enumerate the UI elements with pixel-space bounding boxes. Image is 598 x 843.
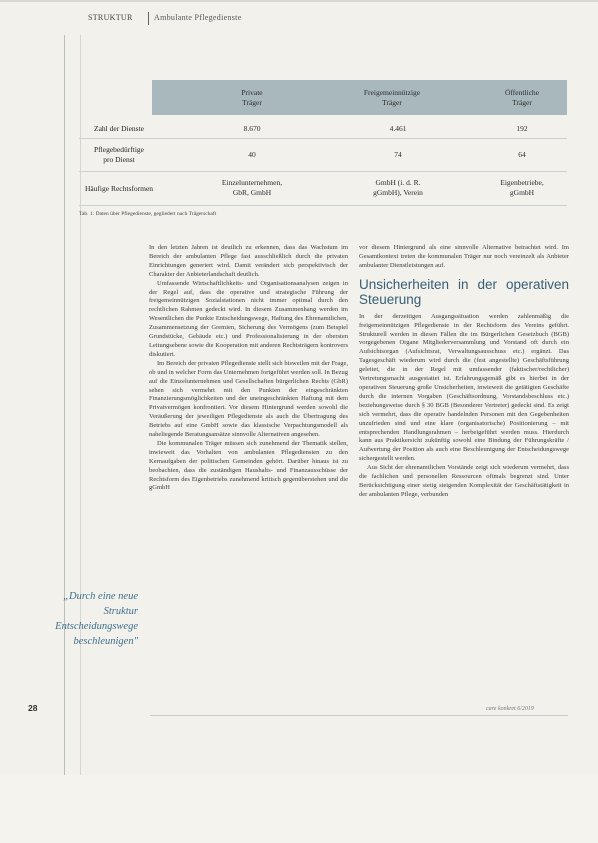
table-header-band xyxy=(152,80,567,115)
left-text-column xyxy=(149,244,348,493)
paragraph: vor diesem Hintergrund als eine sinnvolle Alternative betrachtet wird. Im Gesamtkontext treten die kommunalen Träger nur noch vereinzelt als Anbieter ambulanter Dienstleistungen auf. xyxy=(359,244,569,269)
paragraph: Umfassende Wirtschaftlichkeits- und Organisationsanalysen zeigen in der Regel auf, dass die operative und strategische Führung der freigemeinnützigen Sozialstationen nicht immer optimal durch den rechtlichen Rahmen gedeckt wird. In diesem Zusammenhang werden im Wesentlichen die Punkte Entscheidungswege, Haftung des Ehrenamtlichen, Zusammensetzung der Gremien, Sicherung des Vermögens (zum Beispiel Grundstücke, Gebäude etc.) und Professionalisierung in der obersten Leitungsebene sowie die Kooperation mit anderen Rechtsträgern kontrovers diskutiert. xyxy=(149,279,348,358)
magazine-issue: care konkret 6/2019 xyxy=(486,706,534,712)
paragraph: In den letzten Jahren ist deutlich zu erkennen, dass das Wachstum im Bereich der ambulanten Pflege fast ausschließlich durch die privaten Einrichtungen generiert wird. Damit verändert sich perspektivisch der Charakter der Anbieterlandschaft deutlich. xyxy=(149,244,348,278)
table-row xyxy=(79,139,567,172)
top-border xyxy=(0,0,598,2)
section-heading: Unsicherheiten in der operativen Steuerung xyxy=(359,276,569,307)
page-number: 28 xyxy=(28,703,38,713)
header-divider xyxy=(148,12,149,25)
right-text-column xyxy=(359,244,569,500)
table-cell: GmbH (i. d. R. gGmbH), Verein xyxy=(373,178,423,197)
section-subtitle: Ambulante Pflegedienste xyxy=(154,13,242,22)
table-cell: Einzelunternehmen, GbR, GmbH xyxy=(221,178,283,197)
table-row xyxy=(79,118,567,139)
paragraph: In der derzeitigen Ausgangssituation werden zahlenmäßig die freigemeinnützigen Pflegedienste in der Rechtsform des Vereins geführt. Strukturell werden in diesen Fällen die im Bürgerlichen Gesetzbuch (BGB) vorgegebenen Organe Mitgliederversammlung und Vorstand oft durch ein Aufsichtsorgan (Aufsichtsrat, Verwaltungsausschuss etc.) ergänzt. Das Tagesgeschäft wiederum wird durch die (fest angestellte) Geschäftsführung geleitet, die in der Regel mit umfassender (faktischer/rechtlicher) Vertretungsmacht ausgestattet ist. Erfahrungsgemäß gibt es hierbei in der operativen Steuerung große Unsicherheiten, inwieweit die getätigten Geschäfte durch die internen Vorgaben (Geschäftsordnung, Vorstandsbeschluss etc.) beziehungsweise durch § 30 BGB (Besonderer Vertreter) gedeckt sind. Es zeigt sich vermehrt, dass die operativ handelnden Personen mit den Gegebenheiten unzufrieden sind und eine klare (organisatorische) Positionierung – mit entsprechenden Handlungsrahmen – herbeigeführt werden muss. Hierdurch kann aus Praktikersicht zukünftig sowohl eine Bindung der Führungskräfte / Aufwertung der Position als auch eine Beschleunigung der Entscheidungswege sichergestellt werden. xyxy=(359,312,569,463)
table-cell: 192 xyxy=(516,124,528,133)
table-caption: Tab. 1: Daten über Pflegedienste, gegliedert nach Trägerschaft xyxy=(79,211,217,217)
paragraph: Im Bereich der privaten Pflegedienste stellt sich bisweilen mit der Frage, ob und in welcher Form das Unternehmen fortgeführt werden soll. In Bezug auf die Einzelunternehmen und Gesellschaften bürgerlichen Rechts (GbR) sehen sich vermehrt mit den Punkten der eingeschränkten Finanzierungsmöglichkeiten und der uneingeschränkten Haftung mit dem Privatvermögen konfrontiert. Vor diesem Hintergrund werden sowohl die Veräußerung der jeweiligen Pflegedienste als auch die Übertragung des Betriebs auf eine GmbH sowie das klassische Verpachtungsmodell als naheliegende Beratungsansätze sinnvolle Alternativen angesehen. xyxy=(149,359,348,439)
data-table xyxy=(79,80,567,208)
paragraph: Die kommunalen Träger müssen sich zunehmend der Thematik stellen, inwieweit das Vorhalten von ambulanten Pflegediensten zu den Kernaufgaben der politischen Gemeinden gehört. Darüber hinaus ist zu beobachten, dass die zuständigen Haushalts- und Finanzausschüsse der Rechtsform des Eigenbetriebs zunehmend kritisch gegenüberstehen und die gGmbH xyxy=(149,439,348,492)
paragraph: Aus Sicht der ehrenamtlichen Vorstände zeigt sich wiederum vermehrt, dass die fachlichen und personellen Ressourcen oftmals begrenzt sind. Unter Berücksichtigung einer stetig steigenden Komplexität der Geschäftstätigkeit in der ambulanten Pflege, verbunden xyxy=(359,464,569,498)
row-label: Häufige Rechtsformen xyxy=(84,184,154,193)
running-header xyxy=(88,12,518,26)
section-label: STRUKTUR xyxy=(88,13,133,22)
table-cell: 64 xyxy=(518,150,526,159)
row-label: Zahl der Dienste xyxy=(94,124,144,133)
table-cell: Eigenbetriebe, gGmbH xyxy=(500,178,544,197)
margin-rule xyxy=(64,35,65,775)
column-header: Private Träger xyxy=(241,88,263,107)
footer-rule xyxy=(150,715,568,716)
column-header: Freigemeinnützige Träger xyxy=(363,88,421,107)
page-bottom-margin xyxy=(0,775,598,843)
column-header: Öffentliche Träger xyxy=(504,88,539,107)
table-cell: 4.461 xyxy=(389,124,407,133)
table-cell: 74 xyxy=(394,150,402,159)
table-cell: 40 xyxy=(248,150,256,159)
row-label: Pflegebedürftige pro Dienst xyxy=(94,145,144,164)
table-cell: 8.670 xyxy=(243,124,261,133)
pull-quote: „Durch eine neue Struktur Entscheidungswege beschleunigen" xyxy=(55,591,138,647)
table-row xyxy=(79,172,567,206)
